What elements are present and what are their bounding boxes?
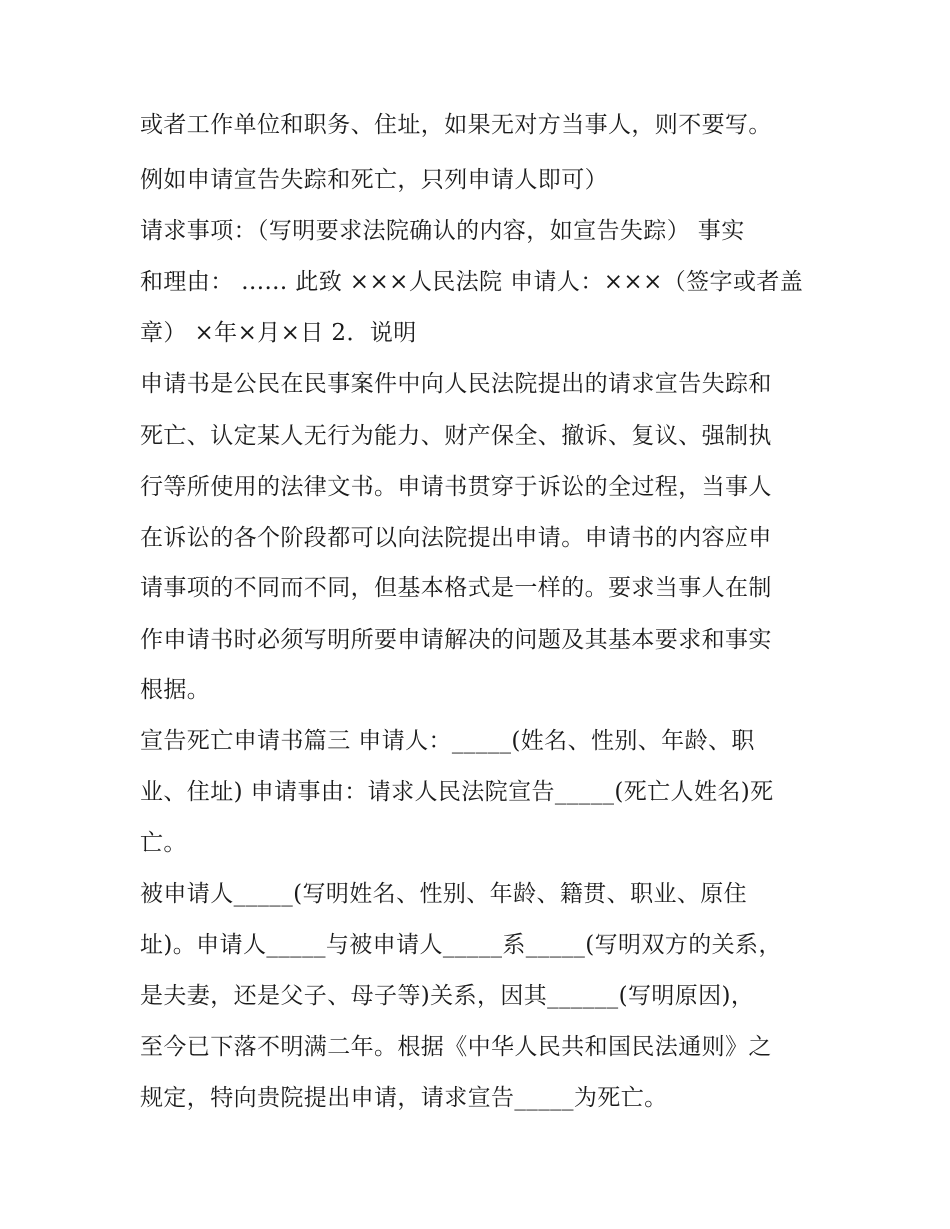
text-line: 死亡、认定某人无行为能力、财产保全、撤诉、复议、强制执 [140, 423, 772, 449]
text-line: 宣告死亡申请书篇三 申请人：_____(姓名、性别、年龄、职 [140, 728, 755, 754]
text-line: 业、住址) 申请事由：请求人民法院宣告_____(死亡人姓名)死 [140, 779, 774, 805]
text-line: 址)。申请人_____与被申请人_____系_____(写明双方的关系， [140, 932, 782, 958]
text-line: 或者工作单位和职务、住址，如果无对方当事人，则不要写。 [140, 112, 772, 138]
text-line: 章） ×年×月×日 2．说明 [140, 320, 417, 346]
text-line: 亡。 [140, 830, 187, 856]
text-line: 例如申请宣告失踪和死亡，只列申请人即可） [140, 167, 608, 193]
text-line: 作申请书时必须写明所要申请解决的问题及其基本要求和事实 [140, 627, 772, 653]
text-line: 请事项的不同而不同，但基本格式是一样的。要求当事人在制 [140, 575, 772, 601]
text-line: 被申请人_____(写明姓名、性别、年龄、籍贯、职业、原住 [140, 881, 748, 907]
text-line: 是夫妻，还是父子、母子等)关系，因其______(写明原因)， [140, 983, 755, 1009]
text-line: 根据。 [140, 677, 211, 703]
text-line: 规定，特向贵院提出申请，请求宣告_____为死亡。 [140, 1085, 668, 1111]
text-line: 请求事项：（写明要求法院确认的内容，如宣告失踪） 事实 [140, 218, 745, 244]
text-line: 和理由： ...... 此致 ×××人民法院 申请人：×××（签字或者盖 [140, 269, 804, 295]
text-line: 在诉讼的各个阶段都可以向法院提出申请。申请书的内容应申 [140, 525, 772, 551]
text-line: 至今已下落不明满二年。根据《中华人民共和国民法通则》之 [140, 1034, 772, 1060]
text-line: 行等所使用的法律文书。申请书贯穿于诉讼的全过程，当事人 [140, 474, 772, 500]
text-line: 申请书是公民在民事案件中向人民法院提出的请求宣告失踪和 [140, 371, 772, 397]
